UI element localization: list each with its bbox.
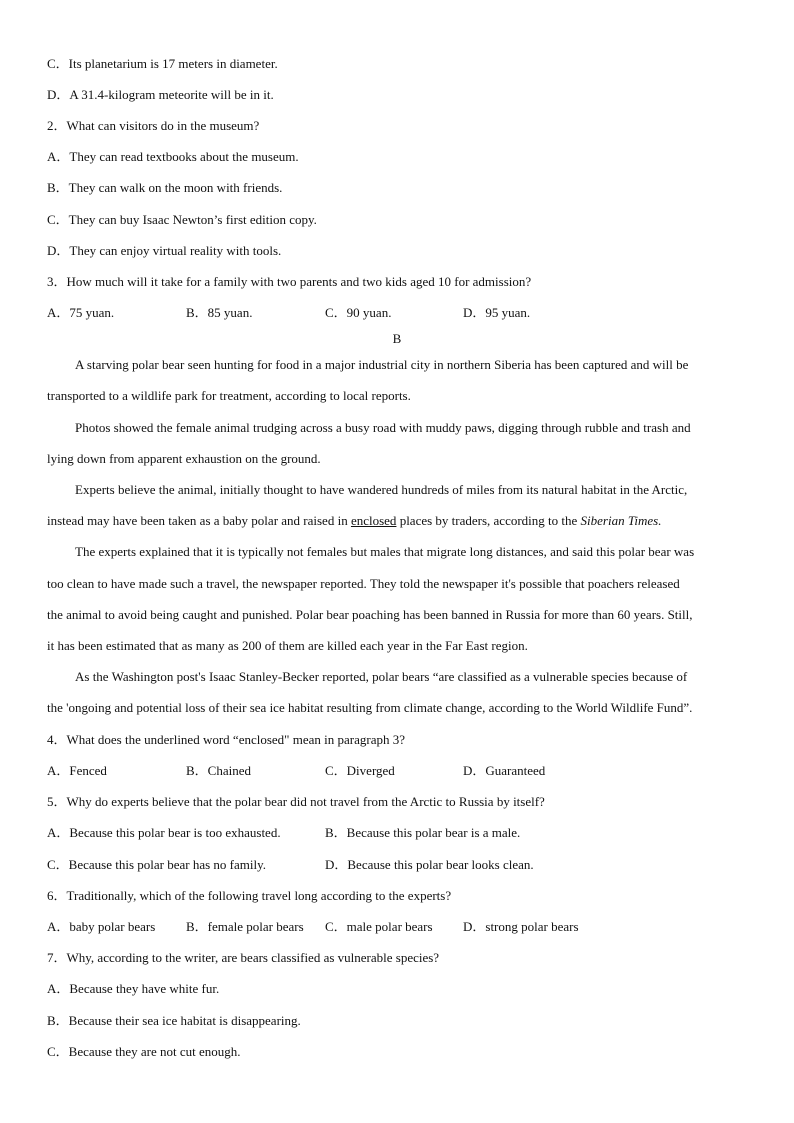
q4-option-b: B．Chained — [186, 763, 251, 778]
q6-option-b: B．female polar bears — [186, 919, 304, 934]
q5-option-a: A．Because this polar bear is too exhausted. — [47, 825, 281, 840]
passage-text: instead may have been taken as a baby polar and raised in — [47, 513, 351, 528]
q5-option-d: D．Because this polar bear looks clean. — [325, 857, 534, 872]
newspaper-title: Siberian Times. — [580, 513, 662, 528]
passage-text: places by traders, according to the — [396, 513, 581, 528]
q2-option-d: D．They can enjoy virtual reality with tools. — [47, 243, 282, 258]
q3-option-b: B．85 yuan. — [186, 305, 253, 320]
q7-option-b: B．Because their sea ice habitat is disappearing. — [47, 1013, 301, 1028]
q6-option-d: D．strong polar bears — [463, 919, 579, 934]
q3-option-a: A．75 yuan. — [47, 305, 115, 320]
q1-option-d: D．A 31.4-kilogram meteorite will be in it. — [47, 87, 274, 102]
passage-paragraph-4-line-1: The experts explained that it is typically not females but males that migrate long distances, and said this polar bear was — [75, 544, 695, 559]
q6-stem: 6．Traditionally, which of the following travel long according to the experts? — [47, 888, 452, 903]
q1-option-c: C．Its planetarium is 17 meters in diameter. — [47, 56, 278, 71]
underlined-word-enclosed: enclosed — [350, 513, 397, 528]
passage-paragraph-3-line-2 — [47, 513, 747, 529]
passage-paragraph-5-line-1: As the Washington post's Isaac Stanley-Becker reported, polar bears “are classified as a vulnerable species because of — [75, 669, 688, 684]
passage-paragraph-5-line-2: the 'ongoing and potential loss of their sea ice habitat resulting from climate change, according to the World Wildlife Fund”. — [47, 700, 693, 715]
q7-stem: 7．Why, according to the writer, are bears classified as vulnerable species? — [47, 950, 440, 965]
q2-option-c: C．They can buy Isaac Newton’s first edition copy. — [47, 212, 317, 227]
q4-stem: 4．What does the underlined word “enclosed" mean in paragraph 3? — [47, 732, 405, 747]
passage-paragraph-4-line-3: the animal to avoid being caught and punished. Polar bear poaching has been banned in Russia for more than 60 years. Still, — [47, 607, 693, 622]
passage-paragraph-3-line-1: Experts believe the animal, initially thought to have wandered hundreds of miles from its natural habitat in the Arctic, — [75, 482, 688, 497]
q2-option-b: B．They can walk on the moon with friends. — [47, 180, 283, 195]
q2-option-a: A．They can read textbooks about the museum. — [47, 149, 299, 164]
q5-option-c: C．Because this polar bear has no family. — [47, 857, 267, 872]
q5-stem: 5．Why do experts believe that the polar bear did not travel from the Arctic to Russia by itself? — [47, 794, 545, 809]
passage-paragraph-2-line-1: Photos showed the female animal trudging across a busy road with muddy paws, digging through rubble and trash and — [75, 420, 691, 435]
q3-option-d: D．95 yuan. — [463, 305, 531, 320]
q3-stem: 3．How much will it take for a family with two parents and two kids aged 10 for admission? — [47, 274, 532, 289]
q4-option-c: C．Diverged — [325, 763, 395, 778]
passage-paragraph-1-line-2: transported to a wildlife park for treatment, according to local reports. — [47, 388, 411, 403]
section-heading: B — [392, 331, 402, 346]
q2-stem: 2．What can visitors do in the museum? — [47, 118, 260, 133]
passage-paragraph-1-line-1: A starving polar bear seen hunting for food in a major industrial city in northern Siberia has been captured and will be — [75, 357, 689, 372]
passage-paragraph-2-line-2: lying down from apparent exhaustion on the ground. — [47, 451, 321, 466]
q7-option-c: C．Because they are not cut enough. — [47, 1044, 241, 1059]
q6-option-c: C．male polar bears — [325, 919, 433, 934]
q6-option-a: A．baby polar bears — [47, 919, 156, 934]
q7-option-a: A．Because they have white fur. — [47, 981, 220, 996]
q3-option-c: C．90 yuan. — [325, 305, 392, 320]
passage-paragraph-4-line-2: too clean to have made such a travel, the newspaper reported. They told the newspaper it's possible that poachers released — [47, 576, 680, 591]
q4-option-a: A．Fenced — [47, 763, 107, 778]
passage-paragraph-4-line-4: it has been estimated that as many as 200 of them are killed each year in the Far East region. — [47, 638, 528, 653]
q4-option-d: D．Guaranteed — [463, 763, 546, 778]
q5-option-b: B．Because this polar bear is a male. — [325, 825, 521, 840]
